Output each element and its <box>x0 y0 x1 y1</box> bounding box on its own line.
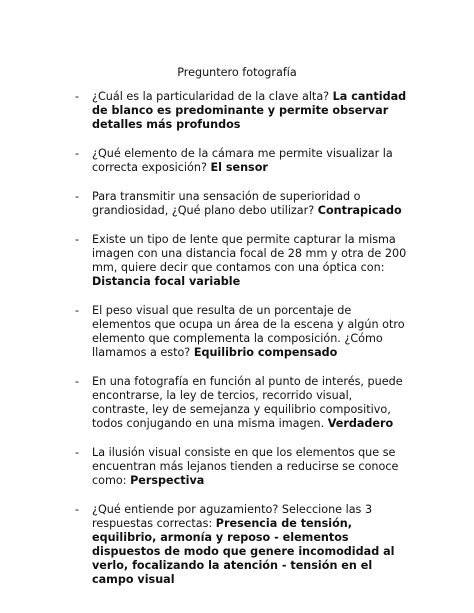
list-item <box>75 190 410 218</box>
document-title: Preguntero fotografía <box>177 66 297 79</box>
list-item <box>75 147 410 175</box>
answer-text: Equilibrio compensado <box>193 346 338 359</box>
list-item <box>75 375 410 431</box>
list-item <box>75 233 410 289</box>
question-text: La ilusión visual consiste en que los elementos que se encuentran más lejanos tienden a reducirse se conoce como: <box>92 446 399 487</box>
question-text: ¿Qué elemento de la cámara me permite visualizar la correcta exposición? <box>92 147 393 174</box>
bullet-dash: - <box>75 90 80 103</box>
answer-text: Verdadero <box>327 417 394 430</box>
list-item <box>75 503 410 587</box>
question-text: En una fotografía en función al punto de interés, puede encontrarse, la ley de tercios, recorrido visual, contraste, ley de semejanza y equilibrio compositivo, todos conjugando en una misma imagen. <box>92 375 403 430</box>
list-item <box>75 304 410 360</box>
answer-text: Perspectiva <box>130 474 205 487</box>
question-text: Existe un tipo de lente que permite capturar la misma imagen con una distancia focal de 28 mm y otra de 200 mm, quiere decir que contamos con una óptica con: <box>92 233 407 274</box>
question-text: Para transmitir una sensación de superioridad o grandiosidad, ¿Qué plano debo utilizar? <box>92 190 361 217</box>
question-text: ¿Cuál es la particularidad de la clave alta? <box>92 90 333 103</box>
answer-text: Presencia de tensión, equilibrio, armonía y reposo - elementos dispuestos de modo que genere incomodidad al verlo, focalizando la atención - tensión en el campo visual <box>92 517 395 586</box>
answer-text: Contrapicado <box>317 204 402 217</box>
bullet-dash: - <box>75 304 80 317</box>
question-text: ¿Qué entiende por aguzamiento? Seleccione las 3 respuestas correctas: <box>92 503 373 530</box>
question-list <box>75 90 410 602</box>
bullet-dash: - <box>75 503 80 516</box>
bullet-dash: - <box>75 446 80 459</box>
bullet-dash: - <box>75 190 80 203</box>
bullet-dash: - <box>75 375 80 388</box>
bullet-dash: - <box>75 233 80 246</box>
list-item <box>75 90 410 132</box>
bullet-dash: - <box>75 147 80 160</box>
answer-text: El sensor <box>210 161 268 174</box>
question-text: El peso visual que resulta de un porcentaje de elementos que ocupa un área de la escena y algún otro elemento que complementa la composición. ¿Cómo llamamos a esto? <box>92 304 405 359</box>
list-item <box>75 446 410 488</box>
answer-text: La cantidad de blanco es predominante y permite observar detalles más profundos <box>92 90 407 131</box>
answer-text: Distancia focal variable <box>92 275 241 288</box>
